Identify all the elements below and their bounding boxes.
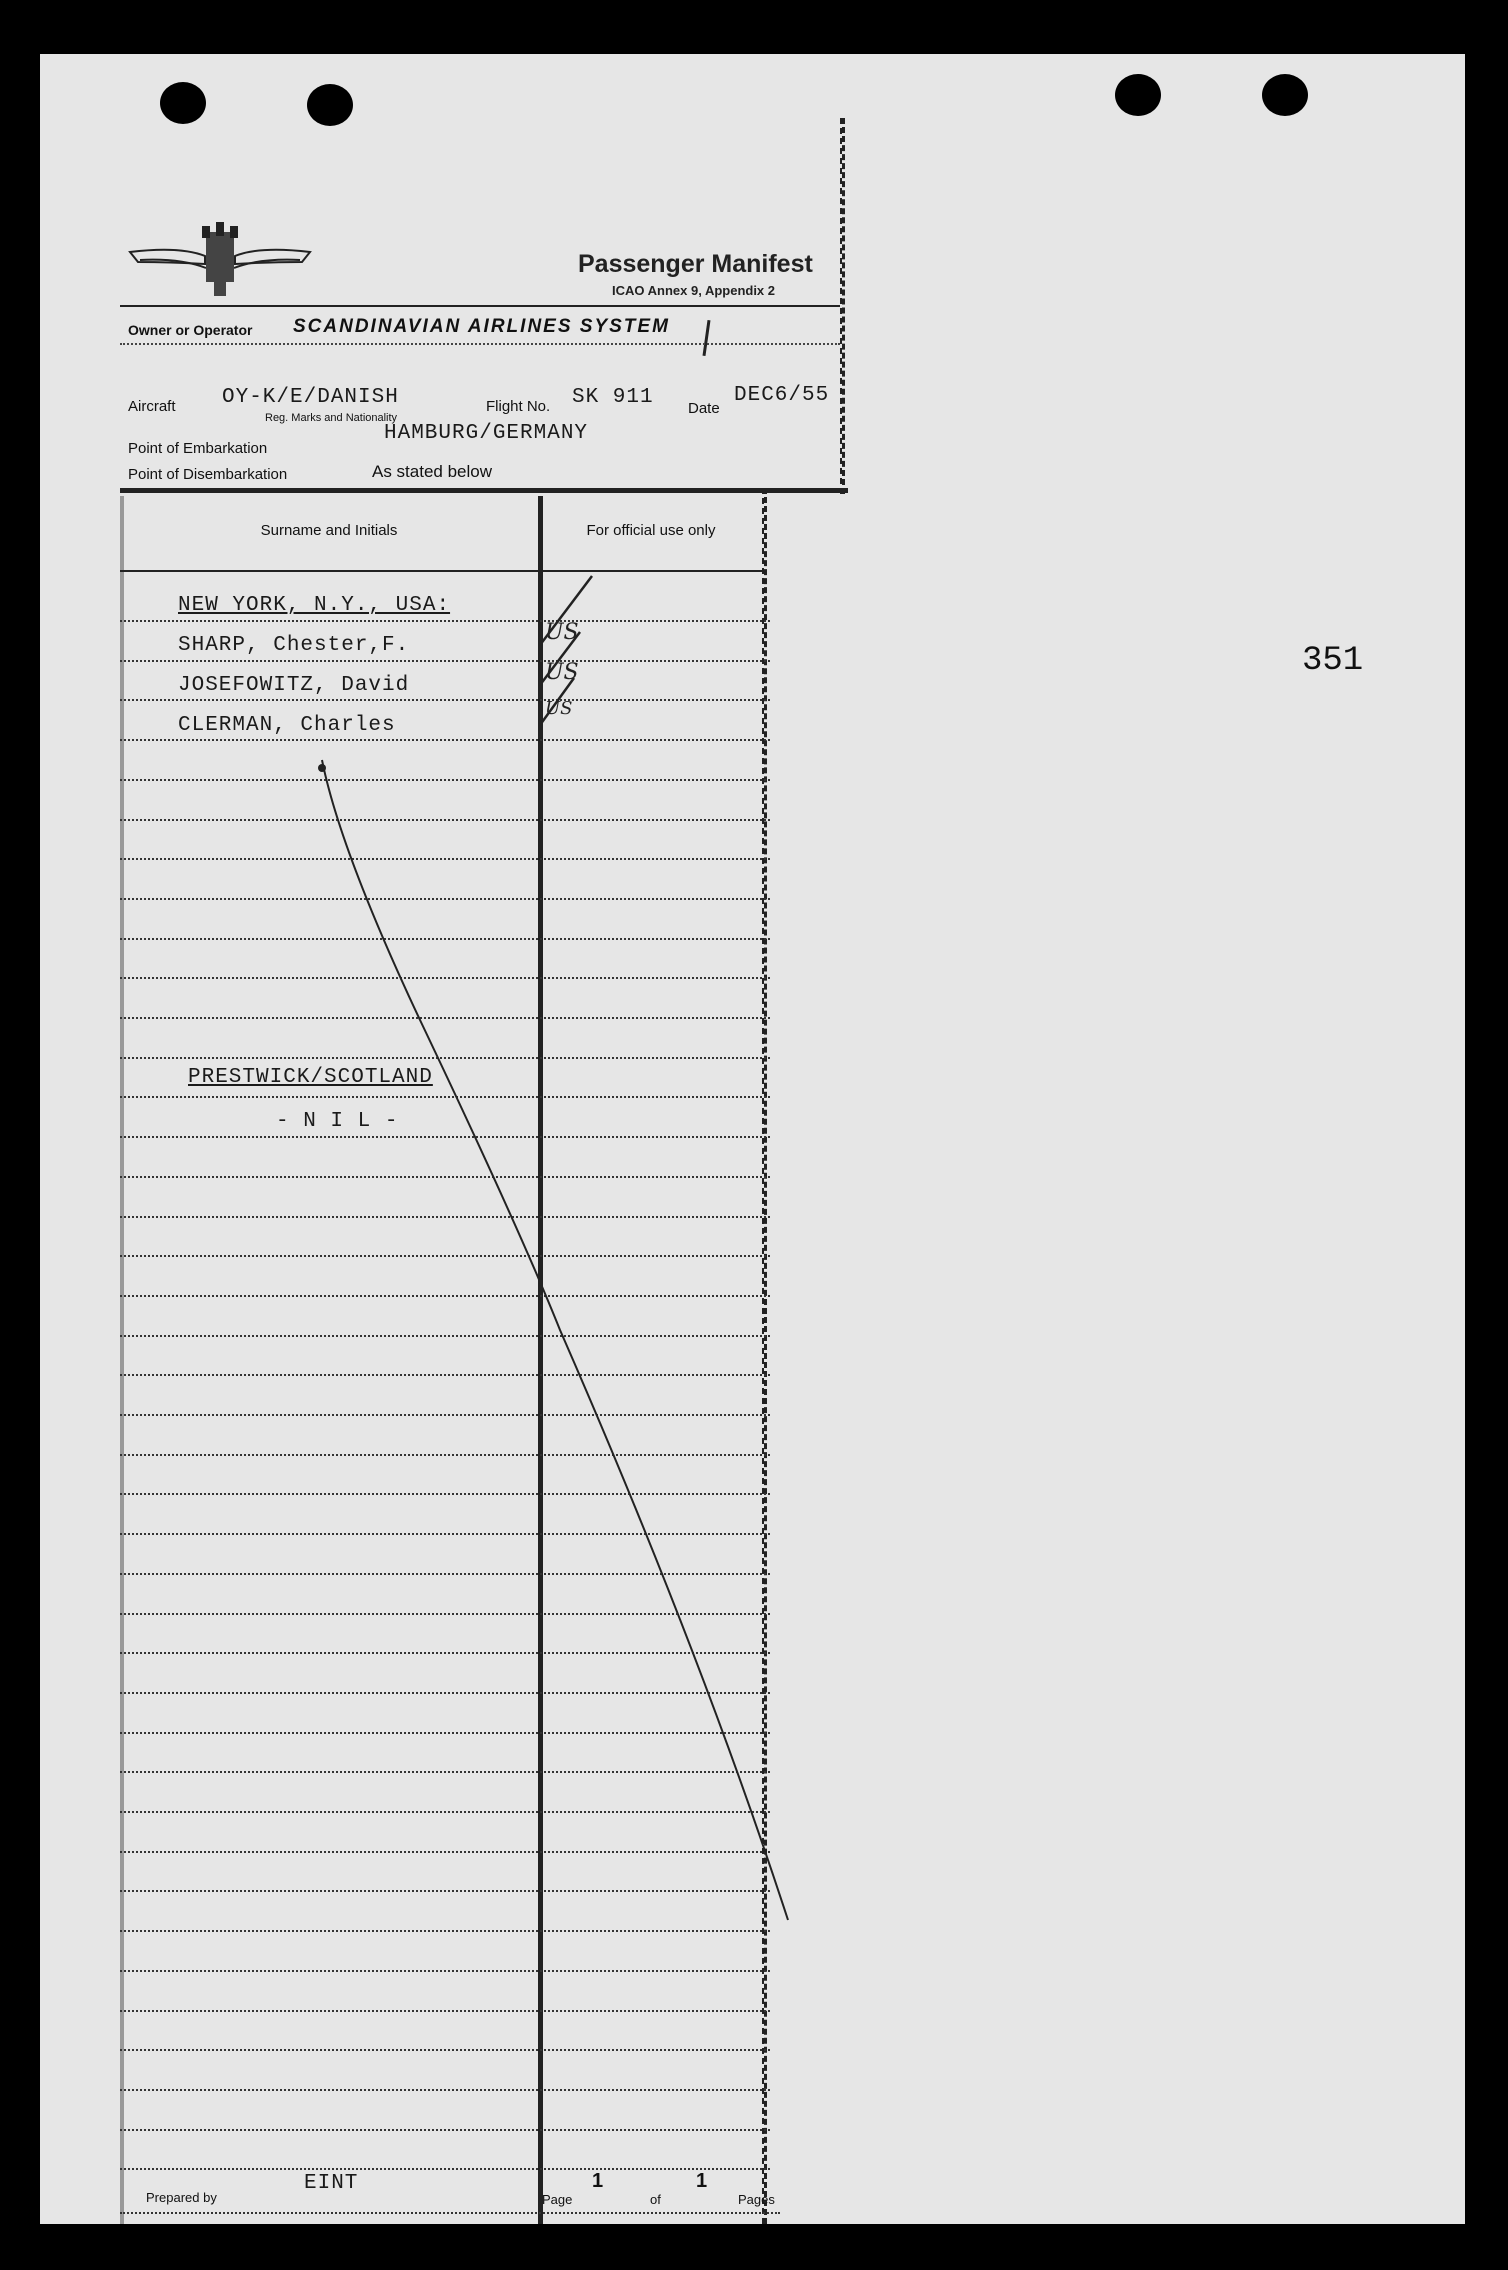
page-number: 1 xyxy=(592,2170,604,2192)
pages-total: 1 xyxy=(696,2170,708,2192)
page-stamp-number: 351 xyxy=(1302,642,1364,680)
aircraft-label: Aircraft xyxy=(128,398,176,415)
form-subtitle: ICAO Annex 9, Appendix 2 xyxy=(612,283,776,298)
owner-label: Owner or Operator xyxy=(128,322,253,338)
official-mark: US xyxy=(545,698,573,719)
nil-entry: - N I L - xyxy=(276,1110,399,1133)
prepared-by-value: EINT xyxy=(304,2172,359,2195)
official-column-header: For official use only xyxy=(586,522,716,539)
official-mark: US xyxy=(545,660,579,685)
second-stop-heading: PRESTWICK/SCOTLAND xyxy=(188,1066,433,1089)
embarkation-label: Point of Embarkation xyxy=(128,440,268,457)
destination-heading: NEW YORK, N.Y., USA: xyxy=(178,594,451,617)
aircraft-value: OY-K/E/DANISH xyxy=(222,386,399,409)
page-label: Page xyxy=(542,2192,573,2207)
embarkation-value: HAMBURG/GERMANY xyxy=(384,422,589,445)
date-label: Date xyxy=(688,400,720,417)
owner-value: SCANDINAVIAN AIRLINES SYSTEM xyxy=(293,316,670,337)
official-mark: US xyxy=(545,620,579,645)
disembarkation-value: As stated below xyxy=(372,462,493,481)
prepared-by-label: Prepared by xyxy=(146,2190,217,2205)
aircraft-sublabel: Reg. Marks and Nationality xyxy=(265,412,398,424)
date-value: DEC6/55 xyxy=(734,384,830,407)
passenger-row: CLERMAN, Charles xyxy=(178,714,396,737)
of-label: of xyxy=(650,2192,661,2207)
pages-label: Pages xyxy=(738,2192,775,2207)
form-title: Passenger Manifest xyxy=(578,250,813,278)
flight-value: SK 911 xyxy=(572,386,654,409)
passenger-row: SHARP, Chester,F. xyxy=(178,634,410,657)
disembarkation-label: Point of Disembarkation xyxy=(128,466,288,483)
footer-rule xyxy=(120,2212,780,2214)
surname-column-header: Surname and Initials xyxy=(260,522,398,539)
passenger-row: JOSEFOWITZ, David xyxy=(178,674,410,697)
flight-label: Flight No. xyxy=(486,398,551,415)
